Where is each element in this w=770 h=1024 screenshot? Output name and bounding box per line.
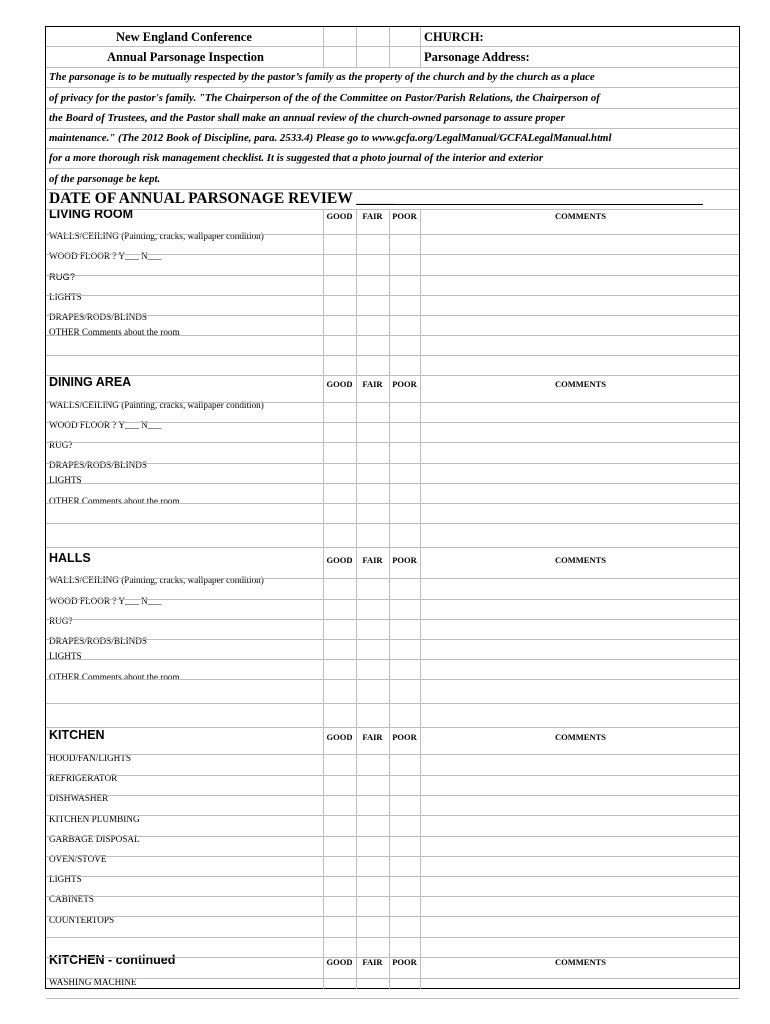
inspection-form [45,26,740,989]
col-fair: FAIR [362,957,383,967]
conference-name: New England Conference [116,30,252,44]
item-halls-lights: LIGHTS [49,651,82,661]
item-kitchen-plumbing: KITCHEN PLUMBING [49,814,140,824]
grid-rule [46,87,739,88]
grid-rule [46,335,739,336]
section-title-dining-area: DINING AREA [49,375,132,389]
item-halls-rug: RUG? [49,616,73,626]
grid-rule [46,547,739,548]
item-kitchen-lights: LIGHTS [49,874,82,884]
col-poor: POOR [392,732,417,742]
item-dining-lights: LIGHTS [49,475,82,485]
grid-rule [46,148,739,149]
grid-rule [46,375,739,376]
grid-rule [46,998,739,999]
item-kitchen-countertops: COUNTERTOPS [49,915,115,925]
item-living-walls: WALLS/CEILING (Painting, cracks, wallpaper condition) [49,231,264,241]
section-title-living-room: LIVING ROOM [49,207,134,221]
intro-line-5: for a more thorough risk management checklist. It is suggested that a photo journal of the interior and exterior [49,152,544,164]
intro-line-6: of the parsonage be kept. [49,173,161,185]
col-comments: COMMENTS [555,732,606,742]
section-title-halls: HALLS [49,551,91,565]
item-dining-other: OTHER Comments about the room [49,496,180,506]
date-of-review-label: DATE OF ANNUAL PARSONAGE REVIEW _____ [49,190,396,207]
col-comments: COMMENTS [555,957,606,967]
col-fair: FAIR [362,379,383,389]
intro-line-1: The parsonage is to be mutually respected by the pastor’s family as the property of the church and by the church as a place [49,71,595,83]
grid-rule [46,836,739,837]
item-halls-wood-floor: WOOD FLOOR ? Y___ N___ [49,596,162,606]
item-halls-other: OTHER Comments about the room [49,672,180,682]
grid-rule [46,402,739,403]
parsonage-address-label: Parsonage Address: [424,50,530,64]
grid-column-rule [323,209,324,989]
grid-column-rule [323,27,324,67]
item-dining-wood-floor: WOOD FLOOR ? Y___ N___ [49,420,162,430]
grid-rule [46,234,739,235]
grid-rule [46,619,739,620]
item-kitchen-oven: OVEN/STOVE [49,854,107,864]
item-living-drapes: DRAPES/RODS/BLINDS [49,312,148,322]
intro-line-3: the Board of Trustees, and the Pastor shall make an annual review of the church-owned parsonage to assure proper [49,112,565,124]
grid-rule [46,209,739,210]
grid-rule [46,355,739,356]
grid-rule [46,659,739,660]
grid-rule [46,978,739,979]
grid-rule [46,275,739,276]
item-living-lights: LIGHTS [49,292,82,302]
col-good: GOOD [326,555,353,565]
grid-rule [46,896,739,897]
item-dining-rug: RUG? [49,440,73,450]
grid-rule [46,67,739,68]
grid-column-rule [389,27,390,67]
col-comments: COMMENTS [555,555,606,565]
item-kitchen-washing-machine: WASHING MACHINE [49,977,137,987]
grid-rule [46,189,739,190]
grid-rule [46,463,739,464]
grid-rule [46,578,739,579]
grid-rule [46,254,739,255]
grid-rule [46,795,739,796]
grid-rule [46,957,739,958]
grid-rule [46,916,739,917]
col-good: GOOD [326,379,353,389]
item-kitchen-hood: HOOD/FAN/LIGHTS [49,753,132,763]
grid-rule [46,876,739,877]
date-of-review-line[interactable] [391,204,703,205]
form-title: Annual Parsonage Inspection [107,50,264,64]
item-dining-walls: WALLS/CEILING (Painting, cracks, wallpaper condition) [49,400,264,410]
grid-column-rule [389,209,390,989]
col-fair: FAIR [362,211,383,221]
item-living-wood-floor: WOOD FLOOR ? Y___ N___ [49,251,162,261]
intro-line-2: of privacy for the pastor's family. "The Chairperson of the of the Committee on Pastor/Parish Relations, the Chairperson of [49,92,600,104]
col-good: GOOD [326,957,353,967]
col-poor: POOR [392,957,417,967]
grid-rule [46,937,739,938]
item-halls-walls: WALLS/CEILING (Painting, cracks, wallpaper condition) [49,575,264,585]
grid-rule [46,703,739,704]
col-fair: FAIR [362,555,383,565]
item-kitchen-disposal: GARBAGE DISPOSAL [49,834,140,844]
col-poor: POOR [392,379,417,389]
section-title-kitchen-continued: KITCHEN - continued [49,953,176,967]
grid-rule [46,168,739,169]
section-title-kitchen: KITCHEN [49,728,105,742]
item-dining-drapes: DRAPES/RODS/BLINDS [49,460,148,470]
col-fair: FAIR [362,732,383,742]
grid-rule [46,483,739,484]
col-comments: COMMENTS [555,379,606,389]
grid-rule [46,46,739,47]
col-poor: POOR [392,211,417,221]
item-living-other: OTHER Comments about the room [49,327,180,337]
intro-line-4: maintenance." (The 2012 Book of Discipline, para. 2533.4) Please go to www.gcfa.org/LegalManual/GCFALegalManual.html [49,132,612,144]
item-kitchen-refrigerator: REFRIGERATOR [49,773,118,783]
grid-rule [46,679,739,680]
grid-rule [46,295,739,296]
grid-column-rule [420,27,421,67]
item-kitchen-cabinets: CABINETS [49,894,94,904]
col-good: GOOD [326,211,353,221]
col-good: GOOD [326,732,353,742]
grid-rule [46,639,739,640]
grid-rule [46,128,739,129]
grid-rule [46,523,739,524]
grid-column-rule [420,209,421,989]
grid-rule [46,815,739,816]
grid-rule [46,856,739,857]
grid-rule [46,503,739,504]
grid-rule [46,599,739,600]
grid-rule [46,754,739,755]
grid-column-rule [356,27,357,67]
grid-rule [46,727,739,728]
col-comments: COMMENTS [555,211,606,221]
grid-rule [46,442,739,443]
church-label: CHURCH: [424,30,484,44]
grid-rule [46,775,739,776]
grid-column-rule [356,209,357,989]
item-halls-drapes: DRAPES/RODS/BLINDS [49,636,148,646]
grid-rule [46,315,739,316]
item-kitchen-dishwasher: DISHWASHER [49,793,109,803]
grid-rule [46,108,739,109]
item-living-rug: RUG? [49,271,76,282]
grid-rule [46,422,739,423]
col-poor: POOR [392,555,417,565]
